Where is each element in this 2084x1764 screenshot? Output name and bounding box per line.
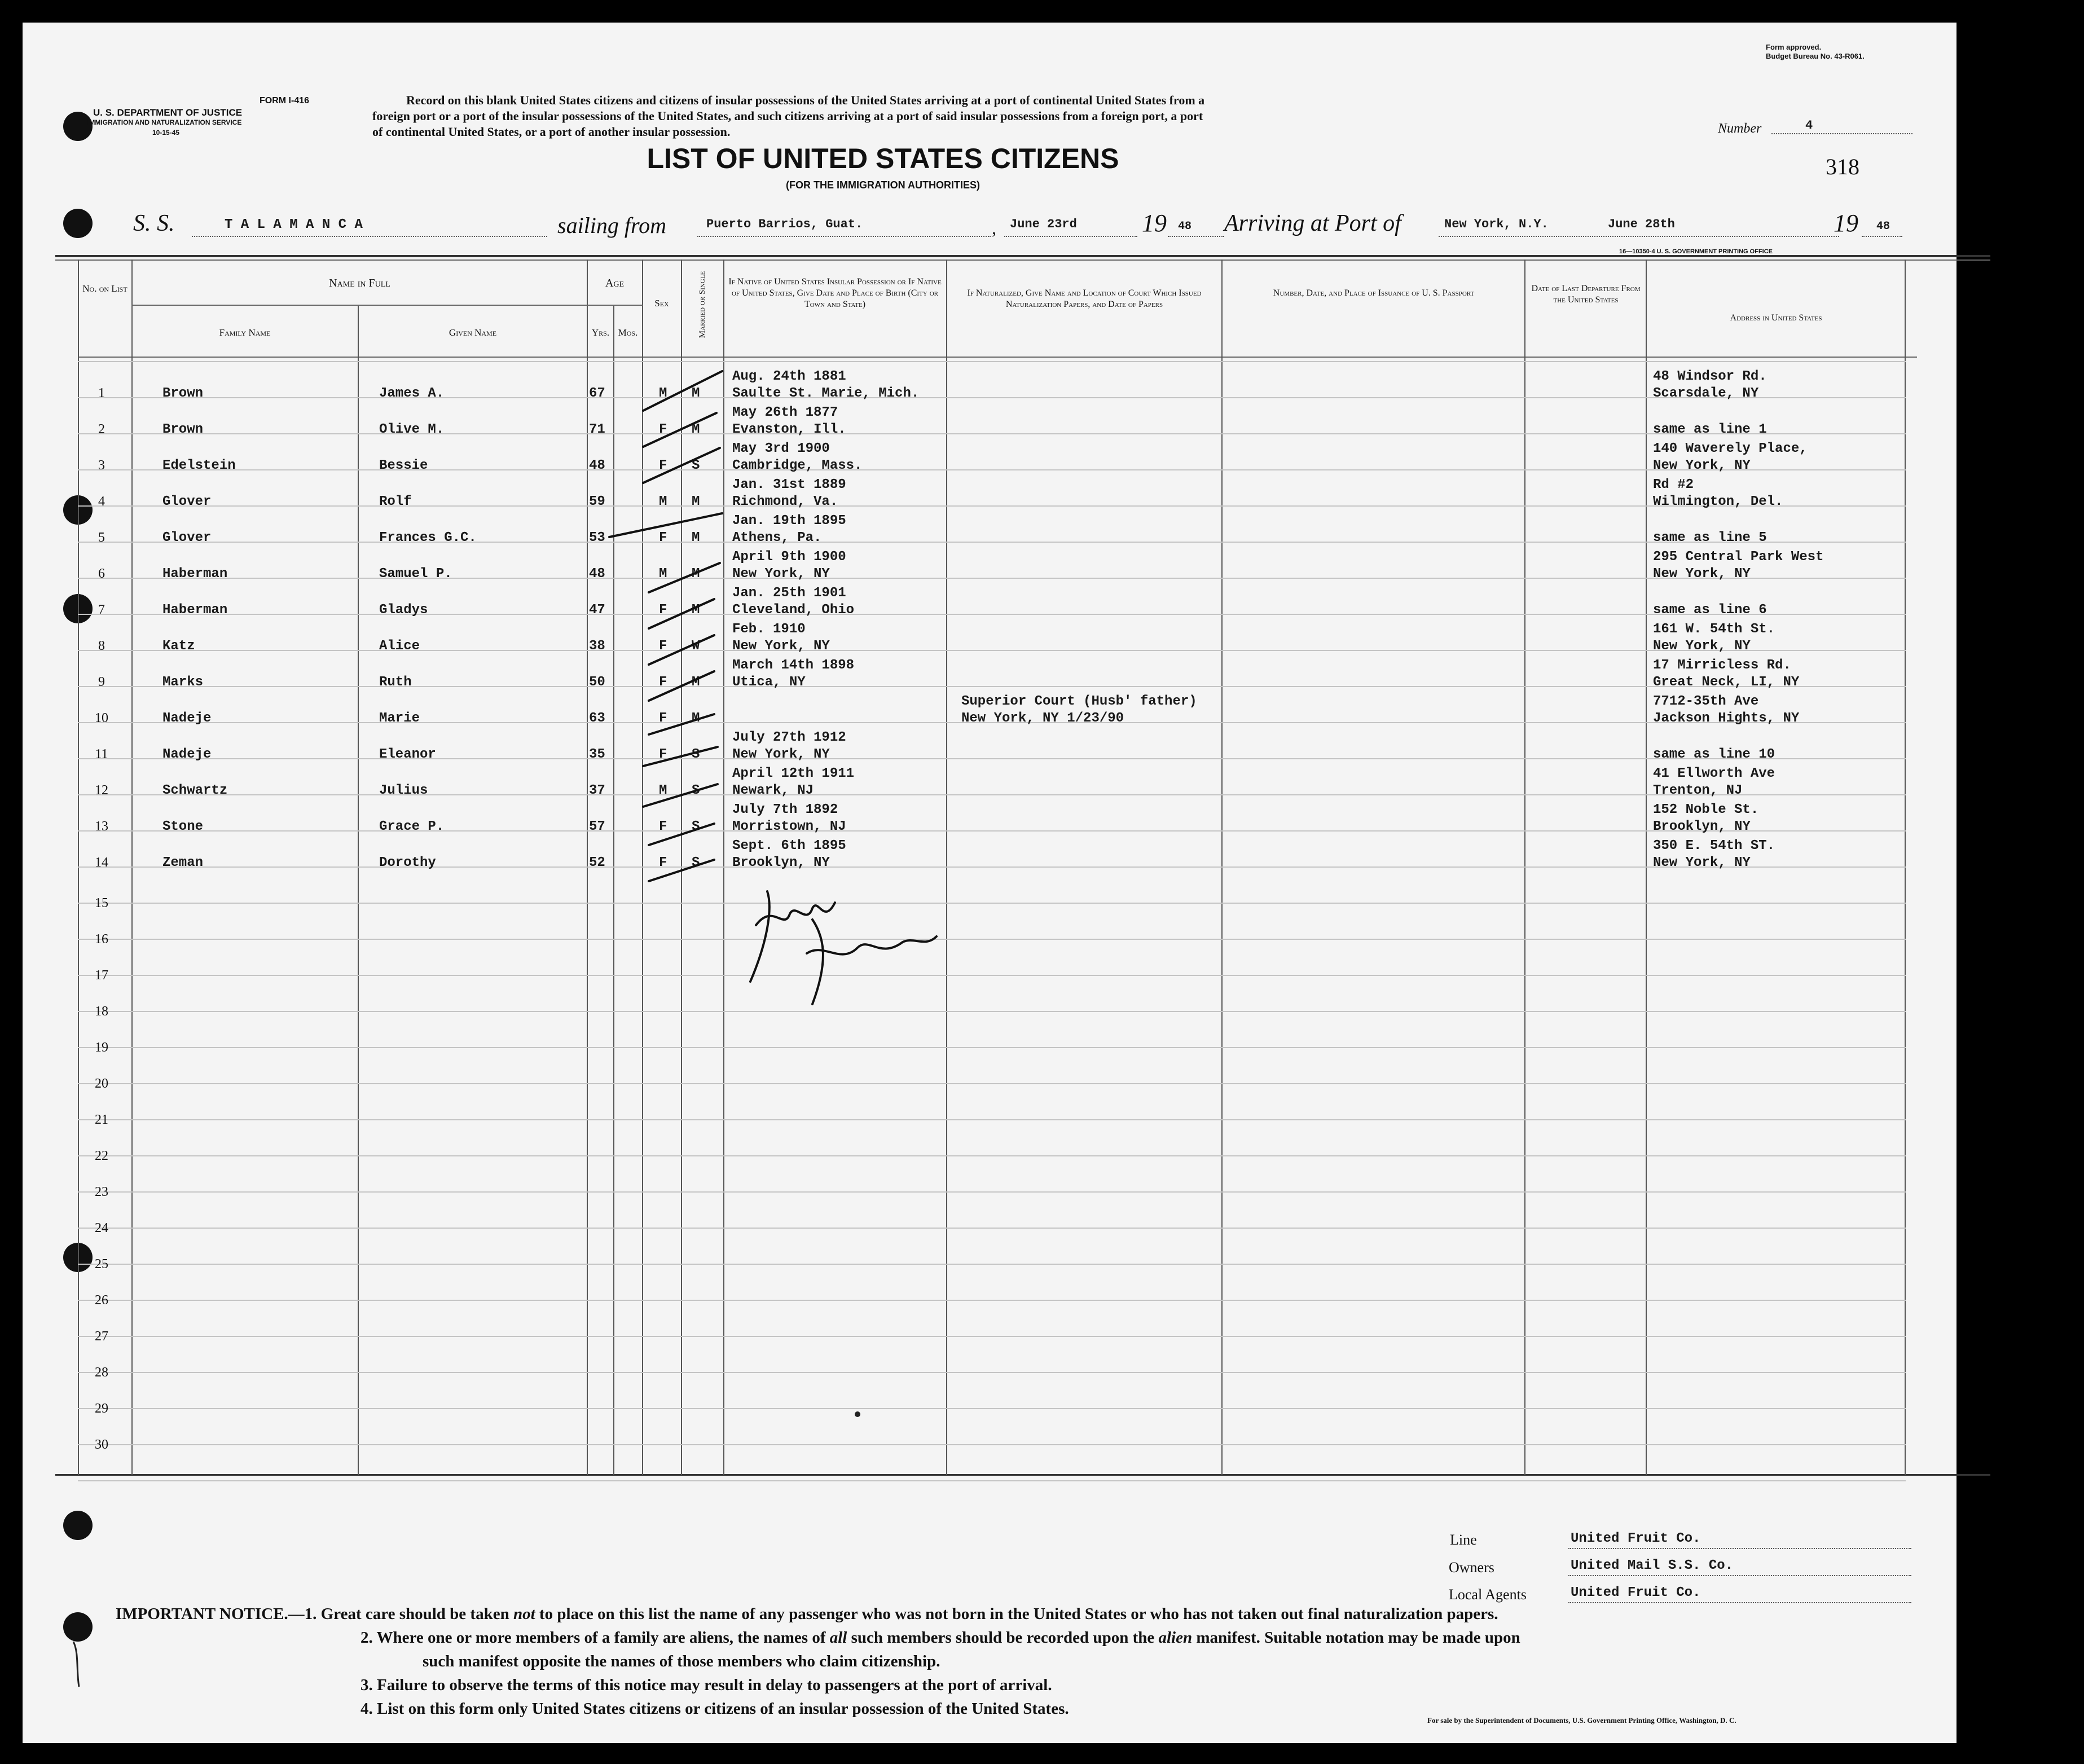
budget-bureau: Budget Bureau No. 43-R061.	[1766, 52, 1865, 60]
address-line-2: same as line 10	[1653, 747, 1775, 762]
notice-2-text-c: manifest. Suitable notation may be made upon	[1196, 1629, 1520, 1647]
notice-title: IMPORTANT NOTICE.—	[116, 1605, 305, 1623]
header-sex: Sex	[654, 298, 669, 309]
line-number: 7	[98, 602, 105, 617]
marital-status: M	[692, 675, 700, 690]
family-name: Nadeje	[162, 711, 212, 726]
given-name: Olive M.	[379, 422, 445, 437]
manifest-sheet	[23, 23, 1957, 1743]
gpo-mark: 16—10350-4 U. S. GOVERNMENT PRINTING OFFICE	[1619, 248, 1773, 255]
gpo-sale-notice: For sale by the Superintendent of Documents, U.S. Government Printing Office, Washington, D. C.	[1427, 1716, 1736, 1725]
address-line-2: New York, NY	[1653, 855, 1751, 870]
header-last-departure: Date of Last Departure From the United States	[1531, 284, 1641, 305]
birth-place: Evanston, Ill.	[732, 422, 846, 437]
birth-place: New York, NY	[732, 747, 830, 762]
notice-3-number: 3.	[360, 1676, 373, 1694]
marital-status: M	[692, 530, 700, 546]
address-line-1: 7712-35th Ave	[1653, 694, 1759, 709]
form-approved: Form approved.	[1766, 43, 1822, 51]
line-number: 5	[98, 530, 105, 545]
line-value: United Fruit Co.	[1571, 1531, 1701, 1546]
given-name: Bessie	[379, 458, 428, 473]
birth-date: Sept. 6th 1895	[732, 838, 846, 854]
to-port: New York, N.Y.	[1444, 217, 1549, 231]
notice-line-1	[116, 1602, 1921, 1626]
officer-signature	[750, 891, 937, 1004]
marital-status: M	[692, 566, 700, 582]
age-years: 37	[589, 783, 605, 798]
given-name: Samuel P.	[379, 566, 452, 582]
notice-line-2b: such manifest opposite the names of those members who claim citizenship.	[423, 1652, 940, 1670]
line-number: 15	[95, 896, 108, 910]
line-number: 22	[95, 1149, 108, 1163]
naturalization-1: Superior Court (Husb' father)	[961, 694, 1197, 709]
birth-date: July 7th 1892	[732, 802, 838, 817]
check-mark	[643, 747, 718, 766]
family-name: Zeman	[162, 855, 204, 870]
sailing-label: sailing from	[557, 213, 666, 238]
notice-4-number: 4.	[360, 1700, 373, 1718]
age-years: 38	[589, 639, 605, 654]
agents-label: Local Agents	[1449, 1586, 1527, 1603]
line-number: 4	[98, 494, 105, 509]
birth-date: Jan. 31st 1889	[732, 477, 846, 492]
line-number: 1	[98, 386, 105, 401]
header-mos: Mos.	[618, 327, 638, 338]
sex: F	[659, 819, 667, 834]
family-name: Glover	[162, 530, 212, 546]
header-age: Age	[605, 277, 625, 289]
age-years: 59	[589, 494, 605, 509]
age-years: 48	[589, 458, 605, 473]
form-subtitle: (FOR THE IMMIGRATION AUTHORITIES)	[786, 179, 980, 191]
check-mark	[649, 824, 714, 845]
header-naturalized: If Naturalized, Give Name and Location of Court Which Issued Naturalization Papers, and Date of Papers	[967, 288, 1202, 309]
given-name: James A.	[379, 386, 445, 401]
age-years: 48	[589, 566, 605, 582]
sex: M	[659, 386, 667, 401]
birth-date: May 26th 1877	[732, 405, 838, 420]
address-line-2: Jackson Hights, NY	[1653, 711, 1800, 726]
line-number: 21	[95, 1112, 108, 1127]
from-port: Puerto Barrios, Guat.	[706, 217, 863, 231]
sex: F	[659, 422, 667, 437]
line-number: 18	[95, 1004, 108, 1019]
line-label: Line	[1450, 1532, 1477, 1548]
address-line-2: New York, NY	[1653, 639, 1751, 654]
header-family-name: Family Name	[219, 327, 271, 338]
notice-line-2	[116, 1626, 1921, 1649]
service-name: IMMIGRATION AND NATURALIZATION SERVICE	[87, 118, 242, 126]
birth-place: Brooklyn, NY	[732, 855, 830, 870]
sex: F	[659, 602, 667, 618]
notice-2-emphasis-all: all	[829, 1629, 847, 1647]
line-number: 24	[95, 1221, 108, 1235]
ship-name: T A L A M A N C A	[225, 217, 363, 232]
notice-3-text: Failure to observe the terms of this notice may result in delay to passengers at the port of arrival.	[377, 1676, 1052, 1694]
family-name: Schwartz	[162, 783, 228, 798]
handwritten-marks	[23, 23, 1957, 1743]
ink-dot	[855, 1411, 860, 1417]
age-years: 67	[589, 386, 605, 401]
line-number: 29	[95, 1401, 108, 1416]
notice-1-number: 1.	[304, 1605, 317, 1623]
agents-value: United Fruit Co.	[1571, 1585, 1701, 1600]
sex: F	[659, 458, 667, 473]
birth-date: March 14th 1898	[732, 658, 855, 673]
address-line-1: 152 Noble St.	[1653, 802, 1759, 817]
check-mark	[643, 371, 722, 411]
birth-date: April 12th 1911	[732, 766, 855, 781]
birth-place: Athens, Pa.	[732, 530, 822, 546]
sex: F	[659, 747, 667, 762]
given-name: Ruth	[379, 675, 412, 690]
age-years: 47	[589, 602, 605, 618]
notice-1-emphasis: not	[513, 1605, 535, 1623]
birth-date: Jan. 19th 1895	[732, 513, 846, 529]
given-name: Julius	[379, 783, 428, 798]
address-line-2: Brooklyn, NY	[1653, 819, 1751, 834]
marital-status: M	[692, 422, 700, 437]
line-number: 20	[95, 1076, 108, 1091]
birth-place: Newark, NJ	[732, 783, 814, 798]
given-name: Grace P.	[379, 819, 445, 834]
address-line-2: New York, NY	[1653, 566, 1751, 582]
sex: F	[659, 530, 667, 546]
family-name: Brown	[162, 386, 204, 401]
marital-status: S	[692, 783, 700, 798]
address-line-1: 48 Windsor Rd.	[1653, 369, 1767, 384]
family-name: Stone	[162, 819, 204, 834]
important-notice	[116, 1602, 1921, 1721]
line-number: 23	[95, 1185, 108, 1199]
page-stamp: 318	[1826, 154, 1859, 179]
marital-status: S	[692, 458, 700, 473]
header-native: If Native of United States Insular Possession or If Native of United States, Give Date and Place of Birth (City or Town and State)	[728, 277, 942, 309]
number-label: Number	[1718, 121, 1762, 136]
check-mark	[643, 413, 716, 447]
header-address: Address in United States	[1730, 313, 1822, 323]
check-mark	[649, 671, 714, 701]
birth-date: Feb. 1910	[732, 622, 806, 637]
naturalization-2: New York, NY 1/23/90	[961, 711, 1124, 726]
year-prefix: 19	[1142, 209, 1167, 237]
line-number: 11	[95, 747, 108, 762]
instructions-line-1: Record on this blank United States citizens and citizens of insular possessions of the United States arriving at a port of continental United States from a	[406, 93, 1205, 107]
instructions-line-2: foreign port or a port of the insular possessions of the United States, and such citizens arriving at a port of said insular possessions from a foreign port, a port	[372, 109, 1203, 123]
marital-status: S	[692, 819, 700, 834]
sex: F	[659, 855, 667, 870]
sex: F	[659, 675, 667, 690]
sex: F	[659, 639, 667, 654]
line-number: 2	[98, 422, 105, 437]
birth-date: May 3rd 1900	[732, 441, 830, 456]
address-line-2: Great Neck, LI, NY	[1653, 675, 1800, 690]
family-name: Haberman	[162, 566, 228, 582]
line-number: 9	[98, 675, 105, 689]
check-mark	[649, 860, 714, 881]
notice-1-text-a: Great care should be taken	[320, 1605, 509, 1623]
birth-place: New York, NY	[732, 639, 830, 654]
family-name: Glover	[162, 494, 212, 509]
birth-place: New York, NY	[732, 566, 830, 582]
address-line-2: Trenton, NJ	[1653, 783, 1743, 798]
header-passport: Number, Date, and Place of Issuance of U. S. Passport	[1273, 288, 1475, 298]
sex: M	[659, 494, 667, 509]
birth-place: Cambridge, Mass.	[732, 458, 863, 473]
age-years: 53	[589, 530, 605, 546]
address-line-2: same as line 5	[1653, 530, 1767, 546]
family-name: Nadeje	[162, 747, 212, 762]
age-years: 71	[589, 422, 605, 437]
address-line-2: Wilmington, Del.	[1653, 494, 1783, 509]
address-line-1: 161 W. 54th St.	[1653, 622, 1775, 637]
age-years: 35	[589, 747, 605, 762]
marital-status: S	[692, 747, 700, 762]
line-number: 3	[98, 458, 105, 473]
address-line-2: same as line 1	[1653, 422, 1767, 437]
given-name: Eleanor	[379, 747, 436, 762]
address-line-1: 41 Ellworth Ave	[1653, 766, 1775, 781]
form-date: 10-15-45	[152, 129, 180, 137]
owners-rule	[1568, 1575, 1911, 1576]
given-name: Dorothy	[379, 855, 436, 870]
family-name: Edelstein	[162, 458, 236, 473]
check-mark	[643, 784, 718, 807]
sex: M	[659, 566, 667, 582]
marital-status: S	[692, 855, 700, 870]
family-name: Katz	[162, 639, 195, 654]
notice-2-emphasis-alien: alien	[1158, 1629, 1193, 1647]
depart-year: 48	[1178, 220, 1192, 233]
line-number: 28	[95, 1365, 108, 1380]
line-number: 26	[95, 1293, 108, 1308]
arrive-date: June 28th	[1608, 217, 1675, 231]
check-mark	[649, 599, 714, 628]
marital-status: M	[692, 494, 700, 509]
address-line-2: Scarsdale, NY	[1653, 386, 1759, 401]
line-number: 17	[95, 968, 108, 983]
check-mark	[649, 563, 720, 592]
notice-2-text-b: such members should be recorded upon the	[851, 1629, 1155, 1647]
given-name: Frances G.C.	[379, 530, 477, 546]
line-number: 8	[98, 639, 105, 653]
birth-place: Richmond, Va.	[732, 494, 838, 509]
address-line-2: New York, NY	[1653, 458, 1751, 473]
header-married-or-single: Married or Single	[698, 271, 707, 338]
given-name: Marie	[379, 711, 420, 726]
header-no-on-list: No. on List	[82, 283, 127, 294]
line-number: 12	[95, 783, 108, 798]
given-name: Gladys	[379, 602, 428, 618]
comma: ,	[992, 218, 996, 238]
line-number: 30	[95, 1437, 108, 1452]
line-number: 10	[95, 711, 108, 725]
marital-status: M	[692, 602, 700, 618]
depart-date: June 23rd	[1010, 217, 1077, 231]
year-prefix: 19	[1834, 209, 1858, 237]
arrive-year: 48	[1876, 220, 1890, 233]
check-mark	[649, 635, 714, 665]
family-name: Brown	[162, 422, 204, 437]
address-line-1: Rd #2	[1653, 477, 1694, 492]
sex: F	[659, 711, 667, 726]
notice-line-3	[116, 1673, 1921, 1697]
sex: M	[659, 783, 667, 798]
ss-label: S. S.	[133, 210, 175, 236]
given-name: Alice	[379, 639, 420, 654]
instructions-line-3: of continental United States, or a port of another insular possession.	[372, 125, 731, 139]
age-years: 63	[589, 711, 605, 726]
address-line-1: 17 Mirricless Rd.	[1653, 658, 1791, 673]
address-line-1: 350 E. 54th ST.	[1653, 838, 1775, 854]
birth-place: Saulte St. Marie, Mich.	[732, 386, 920, 401]
age-years: 57	[589, 819, 605, 834]
marital-status: W	[692, 639, 700, 654]
line-number: 25	[95, 1257, 108, 1272]
arriving-label: Arriving at Port of	[1224, 210, 1401, 236]
age-years: 50	[589, 675, 605, 690]
given-name: Rolf	[379, 494, 412, 509]
birth-date: July 27th 1912	[732, 730, 846, 745]
line-number: 13	[95, 819, 108, 834]
birth-place: Morristown, NJ	[732, 819, 846, 834]
pencil-mark	[73, 1642, 79, 1687]
address-line-1: 295 Central Park West	[1653, 549, 1824, 565]
line-number: 19	[95, 1040, 108, 1055]
notice-4-text: List on this form only United States citizens or citizens of an insular possession of the United States.	[377, 1700, 1069, 1718]
marital-status: M	[692, 711, 700, 726]
check-mark	[649, 714, 714, 734]
family-name: Haberman	[162, 602, 228, 618]
family-name: Marks	[162, 675, 204, 690]
header-yrs: Yrs.	[591, 327, 610, 338]
form-number: FORM I-416	[260, 96, 310, 105]
notice-1-text-b: to place on this list the name of any passenger who was not born in the United States or who has not taken out final naturalization papers.	[539, 1605, 1498, 1623]
age-years: 52	[589, 855, 605, 870]
check-mark	[643, 448, 720, 483]
birth-date: April 9th 1900	[732, 549, 846, 565]
notice-2-number: 2.	[360, 1629, 373, 1647]
line-number: 6	[98, 566, 105, 581]
birth-place: Cleveland, Ohio	[732, 602, 855, 618]
marital-status: M	[692, 386, 700, 401]
birth-place: Utica, NY	[732, 675, 806, 690]
department: U. S. DEPARTMENT OF JUSTICE	[93, 107, 243, 118]
notice-2-text-a: Where one or more members of a family are aliens, the names of	[376, 1629, 826, 1647]
line-number: 16	[95, 932, 108, 947]
line-number: 27	[95, 1329, 108, 1344]
form-title: LIST OF UNITED STATES CITIZENS	[647, 143, 1119, 174]
number-value: 4	[1805, 118, 1813, 133]
address-line-1: 140 Waverely Place,	[1653, 441, 1808, 456]
line-rule	[1568, 1548, 1911, 1549]
line-number: 14	[95, 855, 108, 870]
owners-value: United Mail S.S. Co.	[1571, 1558, 1734, 1573]
owners-label: Owners	[1449, 1559, 1494, 1576]
address-line-2: same as line 6	[1653, 602, 1767, 618]
birth-date: Aug. 24th 1881	[732, 369, 846, 384]
header-given-name: Given Name	[449, 327, 497, 338]
header-name-in-full: Name in Full	[329, 277, 390, 289]
birth-date: Jan. 25th 1901	[732, 586, 846, 601]
check-mark	[609, 513, 722, 537]
